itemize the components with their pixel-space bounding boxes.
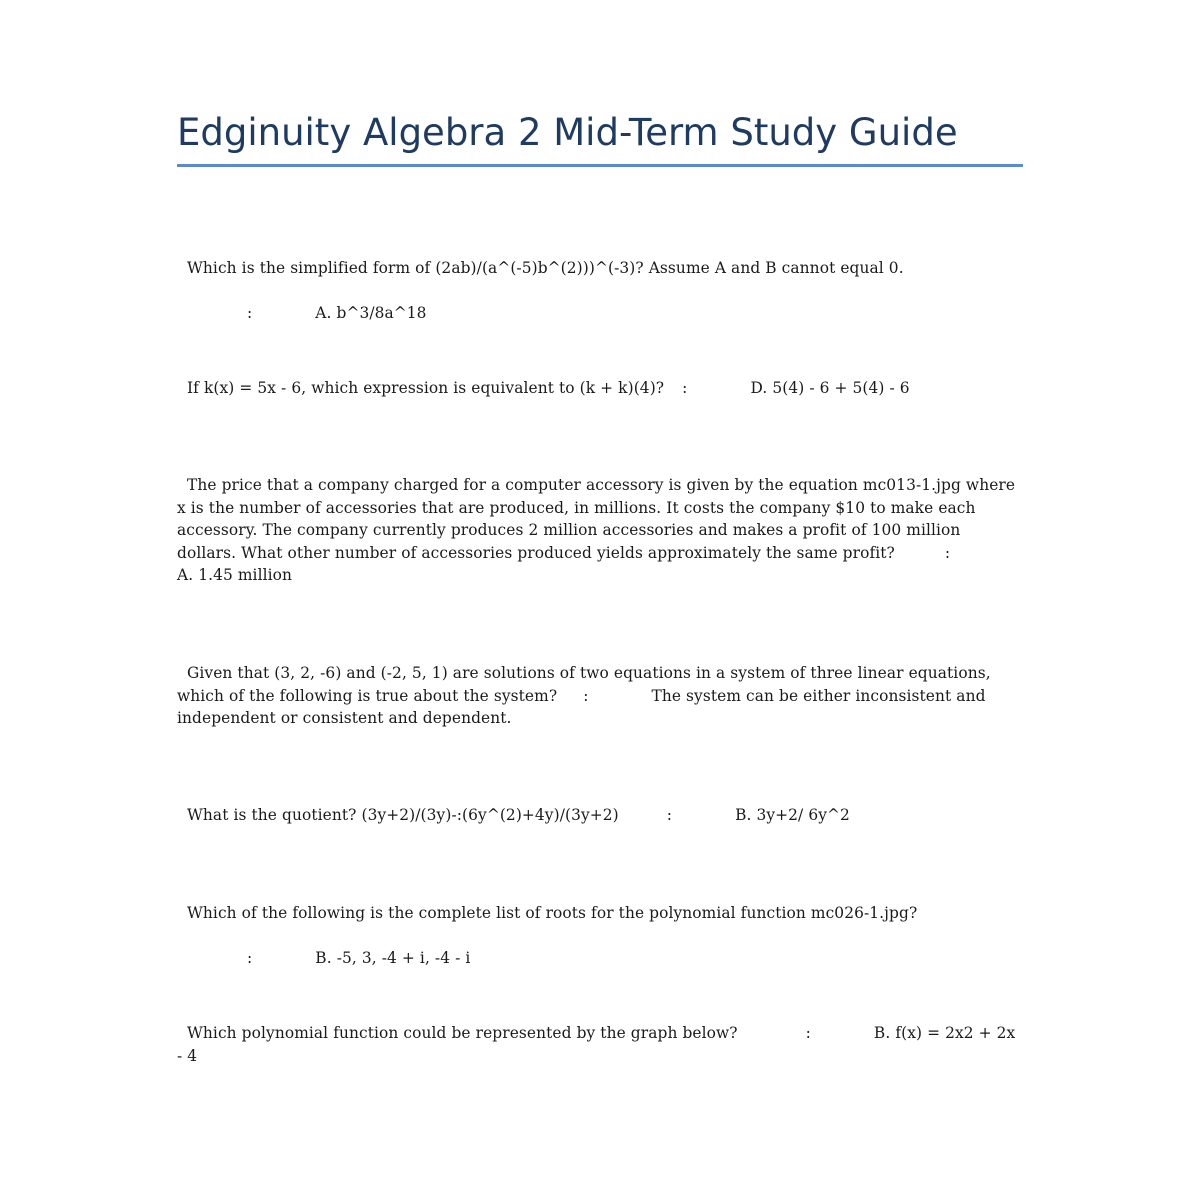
question-4: Given that (3, 2, -6) and (-2, 5, 1) are solutions of two equations in a system of three linear equations, which of the following is true about the system?	[177, 664, 996, 705]
separator-7: :	[805, 1024, 811, 1043]
question-5: What is the quotient? (3y+2)/(3y)-:(6y^(2)+4y)/(3y+2)	[187, 806, 619, 825]
qa-item-6	[177, 880, 1023, 970]
answer-7: B. f(x) = 2x2 + 2x - 4	[177, 1024, 1021, 1065]
answer-5: B. 3y+2/ 6y^2	[735, 806, 850, 825]
question-2: If k(x) = 5x - 6, which expression is equivalent to (k + k)(4)?	[187, 379, 665, 398]
question-7: Which polynomial function could be represented by the graph below?	[187, 1024, 738, 1043]
question-1: Which is the simplified form of (2ab)/(a^(-5)b^(2)))^(-3)? Assume A and B cannot equal 0.	[187, 259, 904, 278]
answer-4: The system can be either inconsistent and independent or consistent and dependent.	[177, 686, 991, 728]
separator-2: :	[682, 379, 688, 398]
qa-item-2	[177, 355, 1023, 400]
question-6: Which of the following is the complete list of roots for the polynomial function mc026-1.jpg?	[187, 904, 918, 923]
answer-1: A. b^3/8a^18	[315, 304, 427, 323]
answer-3: A. 1.45 million	[177, 566, 293, 585]
qa-item-5	[177, 782, 1023, 827]
question-3: The price that a company charged for a computer accessory is given by the equation mc013-1.jpg where x is the number of accessories that are produced, in millions. It costs the company $10 to make each accessory. The company currently produces 2 million accessories and makes a profit of 100 million dollars. What other number of accessories produced yields approximately the same profit?	[177, 476, 1021, 562]
qa-item-7	[177, 1000, 1023, 1067]
qa-item-1	[177, 235, 1023, 325]
answer-2: D. 5(4) - 6 + 5(4) - 6	[750, 379, 910, 398]
separator-5: :	[666, 806, 673, 825]
document-page	[177, 110, 1023, 167]
separator-3: :	[944, 543, 951, 562]
qa-item-3	[177, 452, 1023, 586]
page-title: Edginuity Algebra 2 Mid-Term Study Guide	[177, 111, 958, 154]
qa-item-4	[177, 640, 1023, 730]
separator-6: :	[247, 949, 253, 968]
separator-1: :	[247, 304, 253, 323]
separator-4: :	[583, 686, 589, 705]
answer-6: B. -5, 3, -4 + i, -4 - i	[315, 949, 471, 968]
title-underline	[177, 164, 1023, 167]
